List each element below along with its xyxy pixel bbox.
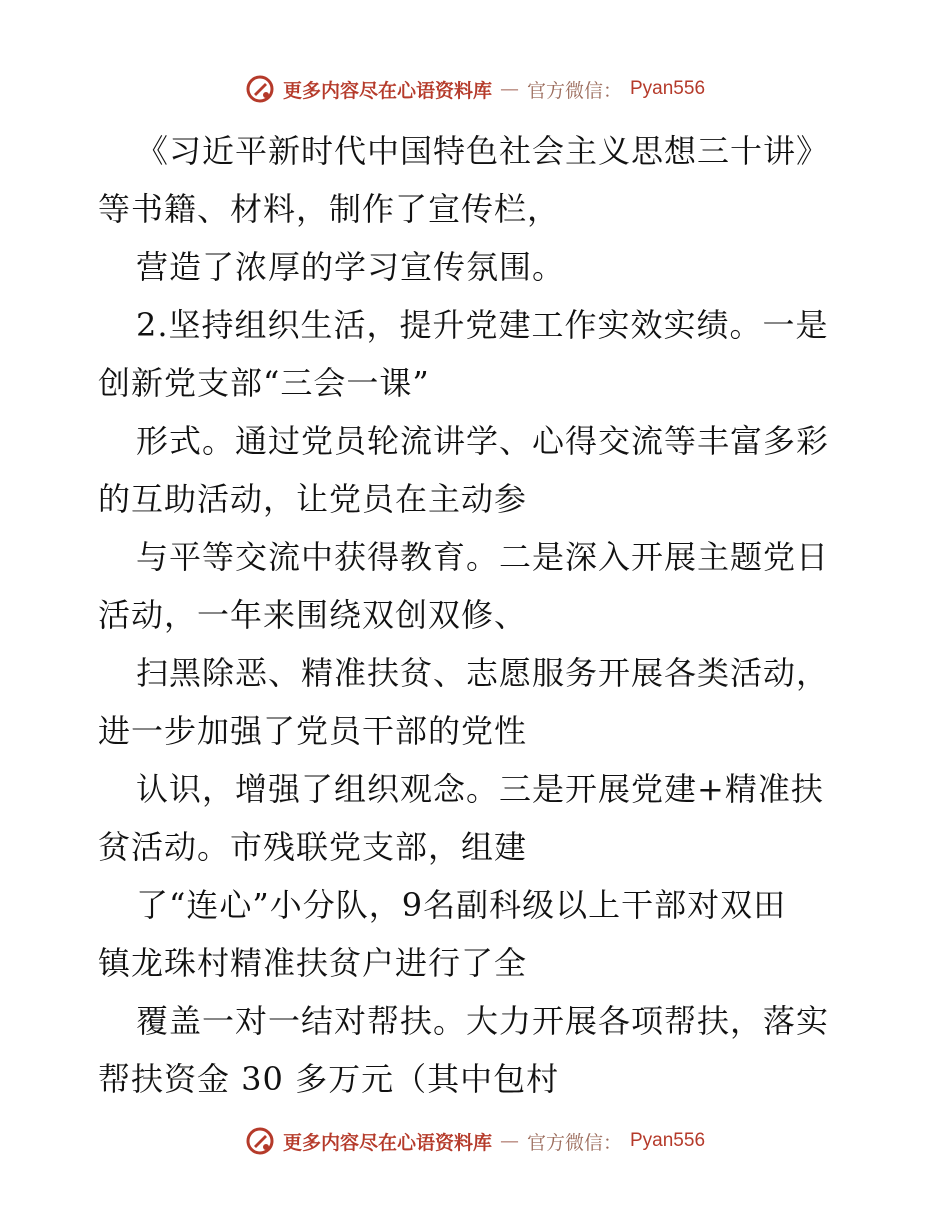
document-body [98, 122, 858, 1108]
watermark-wechat-id: Pyan556 [630, 1130, 706, 1151]
watermark-official-label: 官方微信： [526, 1131, 622, 1154]
watermark-separator: — [499, 1130, 519, 1152]
watermark-official-label: 官方微信： [526, 79, 622, 102]
watermark-main-text: 更多内容尽在心语资料库 [282, 79, 492, 102]
text-line: 营造了浓厚的学习宣传氛围。 [136, 248, 566, 286]
text-line: 的互助活动，让党员在主动参 [98, 480, 528, 518]
watermark-header [0, 74, 950, 104]
text-line: 贫活动。市残联党支部，组建 [98, 828, 528, 866]
text-line: 创新党支部“三会一课” [98, 364, 430, 402]
text-line: 认识，增强了组织观念。三是开展党建+精准扶 [136, 770, 824, 808]
text-line: 与平等交流中获得教育。二是深入开展主题党日 [136, 538, 830, 576]
text-line: 帮扶资金 30 多万元（其中包村 [98, 1060, 560, 1098]
text-line: 等书籍、材料，制作了宣传栏， [98, 190, 561, 228]
text-line: 进一步加强了党员干部的党性 [98, 712, 528, 750]
text-line: 镇龙珠村精准扶贫户进行了全 [98, 944, 528, 982]
text-line: 活动，一年来围绕双创双修、 [98, 596, 528, 634]
logo-icon [245, 1126, 275, 1156]
text-line: 2.坚持组织生活，提升党建工作实效实绩。一是 [136, 306, 829, 344]
text-line: 了“连心”小分队，9名副科级以上干部对双田 [136, 886, 787, 924]
watermark-separator: — [499, 78, 519, 100]
text-line: 形式。通过党员轮流讲学、心得交流等丰富多彩 [136, 422, 830, 460]
logo-icon [245, 74, 275, 104]
watermark-main-text: 更多内容尽在心语资料库 [282, 1131, 492, 1154]
text-line: 《习近平新时代中国特色社会主义思想三十讲》 [136, 132, 830, 170]
watermark-wechat-id: Pyan556 [630, 78, 706, 99]
text-line: 扫黑除恶、精准扶贫、志愿服务开展各类活动， [136, 654, 830, 692]
watermark-footer [0, 1126, 950, 1156]
text-line: 覆盖一对一结对帮扶。大力开展各项帮扶，落实 [136, 1002, 830, 1040]
